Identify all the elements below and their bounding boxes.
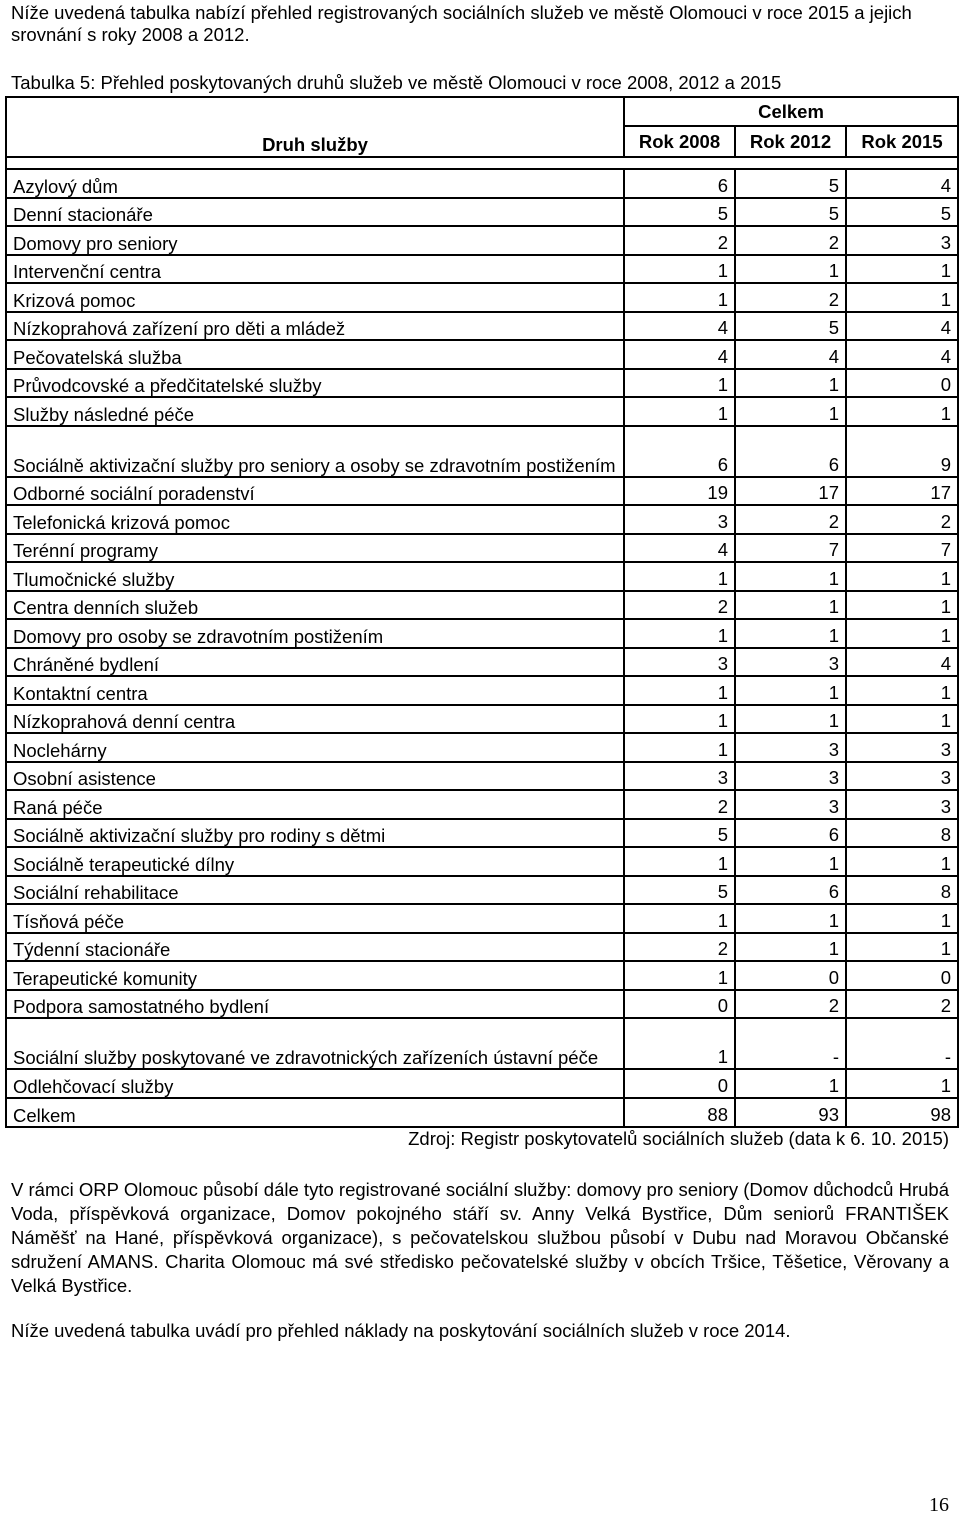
table-row bbox=[6, 477, 958, 506]
count-2015-cell: 1 bbox=[846, 676, 958, 705]
count-2015-cell: 0 bbox=[846, 961, 958, 990]
service-name-cell: Krizová pomoc bbox=[6, 283, 624, 312]
count-2012-cell: 5 bbox=[735, 312, 846, 341]
header-service-type: Druh služby bbox=[6, 97, 624, 157]
count-2015-cell: 5 bbox=[846, 198, 958, 227]
service-name-cell: Intervenční centra bbox=[6, 255, 624, 284]
count-2012-cell: 1 bbox=[735, 676, 846, 705]
count-2012-cell: 1 bbox=[735, 933, 846, 962]
table-row bbox=[6, 619, 958, 648]
count-2008-cell: 19 bbox=[624, 477, 735, 506]
count-2012-cell: 7 bbox=[735, 534, 846, 563]
table-row bbox=[6, 847, 958, 876]
count-2015-cell: 3 bbox=[846, 762, 958, 791]
table-spacer-row bbox=[6, 157, 958, 169]
count-2012-cell: 3 bbox=[735, 790, 846, 819]
count-2015-cell: 1 bbox=[846, 1069, 958, 1098]
count-2015-cell: 1 bbox=[846, 705, 958, 734]
table-row bbox=[6, 426, 958, 477]
count-2012-cell: 1 bbox=[735, 562, 846, 591]
count-2015-cell: 1 bbox=[846, 562, 958, 591]
service-name-cell: Telefonická krizová pomoc bbox=[6, 505, 624, 534]
service-name-cell: Nízkoprahová denní centra bbox=[6, 705, 624, 734]
count-2015-cell: 3 bbox=[846, 733, 958, 762]
service-name-cell: Tísňová péče bbox=[6, 904, 624, 933]
header-total-group: Celkem bbox=[624, 97, 958, 126]
count-2008-cell: 3 bbox=[624, 648, 735, 677]
table-row bbox=[6, 676, 958, 705]
count-2008-cell: 1 bbox=[624, 904, 735, 933]
count-2012-cell: 6 bbox=[735, 426, 846, 477]
count-2015-cell: 4 bbox=[846, 169, 958, 198]
table-row bbox=[6, 169, 958, 198]
count-2015-cell: 2 bbox=[846, 505, 958, 534]
table-row bbox=[6, 819, 958, 848]
table-caption: Tabulka 5: Přehled poskytovaných druhů služeb ve městě Olomouci v roce 2008, 2012 a 2015 bbox=[11, 72, 782, 93]
table-total-row bbox=[6, 1098, 958, 1127]
count-2012-cell: 17 bbox=[735, 477, 846, 506]
table-row bbox=[6, 933, 958, 962]
count-2015-cell: 0 bbox=[846, 369, 958, 398]
count-2012-cell: 5 bbox=[735, 169, 846, 198]
count-2008-cell: 1 bbox=[624, 369, 735, 398]
count-2012-cell: 1 bbox=[735, 591, 846, 620]
table-row bbox=[6, 226, 958, 255]
count-2015-cell: 17 bbox=[846, 477, 958, 506]
count-2012-cell: 1 bbox=[735, 705, 846, 734]
table-row bbox=[6, 591, 958, 620]
count-2008-cell: 1 bbox=[624, 847, 735, 876]
count-2012-cell: 93 bbox=[735, 1098, 846, 1127]
count-2008-cell: 2 bbox=[624, 933, 735, 962]
count-2015-cell: 1 bbox=[846, 397, 958, 426]
count-2008-cell: 6 bbox=[624, 169, 735, 198]
service-name-cell: Raná péče bbox=[6, 790, 624, 819]
count-2008-cell: 1 bbox=[624, 733, 735, 762]
table-row bbox=[6, 990, 958, 1019]
service-name-cell: Sociálně terapeutické dílny bbox=[6, 847, 624, 876]
count-2012-cell: 1 bbox=[735, 397, 846, 426]
table-row bbox=[6, 198, 958, 227]
body-paragraph: V rámci ORP Olomouc působí dále tyto registrované sociální služby: domovy pro seniory (Domov důchodců Hrubá Voda, příspěvková organizace, Domov pokojného stáří sv. Anny Velká Bystřice, Dům seniorů FRANTIŠEK Náměšť na Hané, příspěvková organizace), s pečovatelskou službou působí v Dubu nad Moravou Občanské sdružení AMANS. Charita Olomouc má své středisko pečovatelské služby v obcích Tršice, Těšetice, Věrovany a Velká Bystřice. bbox=[11, 1179, 949, 1296]
count-2008-cell: 4 bbox=[624, 312, 735, 341]
count-2008-cell: 5 bbox=[624, 876, 735, 905]
table-row bbox=[6, 705, 958, 734]
table-row bbox=[6, 733, 958, 762]
table-row bbox=[6, 876, 958, 905]
count-2008-cell: 5 bbox=[624, 198, 735, 227]
count-2008-cell: 1 bbox=[624, 961, 735, 990]
header-year-2008: Rok 2008 bbox=[624, 126, 735, 157]
service-name-cell: Služby následné péče bbox=[6, 397, 624, 426]
count-2015-cell: 1 bbox=[846, 904, 958, 933]
count-2012-cell: 1 bbox=[735, 255, 846, 284]
count-2008-cell: 0 bbox=[624, 990, 735, 1019]
service-name-cell: Chráněné bydlení bbox=[6, 648, 624, 677]
service-name-cell: Sociálně aktivizační služby pro rodiny s dětmi bbox=[6, 819, 624, 848]
service-name-cell: Podpora samostatného bydlení bbox=[6, 990, 624, 1019]
count-2008-cell: 1 bbox=[624, 255, 735, 284]
table-row bbox=[6, 790, 958, 819]
table-row bbox=[6, 1069, 958, 1098]
count-2012-cell: 3 bbox=[735, 762, 846, 791]
count-2008-cell: 88 bbox=[624, 1098, 735, 1127]
count-2012-cell: 2 bbox=[735, 990, 846, 1019]
count-2015-cell: 4 bbox=[846, 648, 958, 677]
count-2012-cell: 2 bbox=[735, 283, 846, 312]
count-2012-cell: 2 bbox=[735, 505, 846, 534]
count-2008-cell: 2 bbox=[624, 226, 735, 255]
service-name-cell: Celkem bbox=[6, 1098, 624, 1127]
service-name-cell: Osobní asistence bbox=[6, 762, 624, 791]
count-2015-cell: 8 bbox=[846, 819, 958, 848]
service-name-cell: Sociálně aktivizační služby pro seniory a osoby se zdravotním postižením bbox=[6, 426, 624, 477]
count-2012-cell: 4 bbox=[735, 340, 846, 369]
count-2008-cell: 1 bbox=[624, 619, 735, 648]
service-name-cell: Denní stacionáře bbox=[6, 198, 624, 227]
header-year-2015: Rok 2015 bbox=[846, 126, 958, 157]
count-2008-cell: 1 bbox=[624, 1018, 735, 1069]
table-row bbox=[6, 762, 958, 791]
service-name-cell: Týdenní stacionáře bbox=[6, 933, 624, 962]
count-2008-cell: 1 bbox=[624, 676, 735, 705]
count-2008-cell: 2 bbox=[624, 790, 735, 819]
count-2008-cell: 6 bbox=[624, 426, 735, 477]
count-2008-cell: 3 bbox=[624, 505, 735, 534]
table-row bbox=[6, 961, 958, 990]
service-name-cell: Domovy pro seniory bbox=[6, 226, 624, 255]
table-row bbox=[6, 1018, 958, 1069]
count-2012-cell: 2 bbox=[735, 226, 846, 255]
count-2012-cell: 5 bbox=[735, 198, 846, 227]
count-2015-cell: 7 bbox=[846, 534, 958, 563]
count-2008-cell: 2 bbox=[624, 591, 735, 620]
service-name-cell: Noclehárny bbox=[6, 733, 624, 762]
service-name-cell: Terénní programy bbox=[6, 534, 624, 563]
service-name-cell: Odlehčovací služby bbox=[6, 1069, 624, 1098]
count-2008-cell: 5 bbox=[624, 819, 735, 848]
count-2008-cell: 3 bbox=[624, 762, 735, 791]
table-row bbox=[6, 904, 958, 933]
service-name-cell: Kontaktní centra bbox=[6, 676, 624, 705]
count-2015-cell: 2 bbox=[846, 990, 958, 1019]
table-row bbox=[6, 534, 958, 563]
next-table-intro: Níže uvedená tabulka uvádí pro přehled náklady na poskytování sociálních služeb v roce 2014. bbox=[11, 1320, 791, 1341]
services-table bbox=[5, 96, 959, 1128]
service-name-cell: Sociální služby poskytované ve zdravotnických zařízeních ústavní péče bbox=[6, 1018, 624, 1069]
intro-text: Níže uvedená tabulka nabízí přehled registrovaných sociálních služeb ve městě Olomouci v roce 2015 a jejich srovnání s roky 2008 a 2012. bbox=[11, 2, 912, 45]
table-row bbox=[6, 397, 958, 426]
count-2012-cell: 3 bbox=[735, 648, 846, 677]
count-2008-cell: 1 bbox=[624, 283, 735, 312]
count-2008-cell: 0 bbox=[624, 1069, 735, 1098]
count-2015-cell: 4 bbox=[846, 340, 958, 369]
service-name-cell: Nízkoprahová zařízení pro děti a mládež bbox=[6, 312, 624, 341]
count-2015-cell: - bbox=[846, 1018, 958, 1069]
count-2015-cell: 3 bbox=[846, 226, 958, 255]
count-2015-cell: 1 bbox=[846, 933, 958, 962]
count-2012-cell: 1 bbox=[735, 369, 846, 398]
table-row bbox=[6, 369, 958, 398]
count-2012-cell: - bbox=[735, 1018, 846, 1069]
count-2008-cell: 4 bbox=[624, 534, 735, 563]
table-row bbox=[6, 505, 958, 534]
service-name-cell: Domovy pro osoby se zdravotním postižením bbox=[6, 619, 624, 648]
header-year-2012: Rok 2012 bbox=[735, 126, 846, 157]
table-row bbox=[6, 648, 958, 677]
count-2012-cell: 1 bbox=[735, 847, 846, 876]
count-2015-cell: 1 bbox=[846, 847, 958, 876]
source-note: Zdroj: Registr poskytovatelů sociálních služeb (data k 6. 10. 2015) bbox=[408, 1128, 949, 1149]
count-2015-cell: 4 bbox=[846, 312, 958, 341]
service-name-cell: Průvodcovské a předčitatelské služby bbox=[6, 369, 624, 398]
service-name-cell: Odborné sociální poradenství bbox=[6, 477, 624, 506]
count-2012-cell: 6 bbox=[735, 819, 846, 848]
table-row bbox=[6, 255, 958, 284]
count-2012-cell: 1 bbox=[735, 1069, 846, 1098]
count-2012-cell: 1 bbox=[735, 904, 846, 933]
count-2015-cell: 8 bbox=[846, 876, 958, 905]
count-2008-cell: 1 bbox=[624, 705, 735, 734]
count-2012-cell: 6 bbox=[735, 876, 846, 905]
service-name-cell: Sociální rehabilitace bbox=[6, 876, 624, 905]
count-2015-cell: 3 bbox=[846, 790, 958, 819]
count-2015-cell: 1 bbox=[846, 255, 958, 284]
count-2012-cell: 0 bbox=[735, 961, 846, 990]
service-name-cell: Tlumočnické služby bbox=[6, 562, 624, 591]
page-number: 16 bbox=[929, 1494, 949, 1516]
table-row bbox=[6, 312, 958, 341]
count-2008-cell: 1 bbox=[624, 397, 735, 426]
count-2012-cell: 1 bbox=[735, 619, 846, 648]
count-2015-cell: 1 bbox=[846, 591, 958, 620]
service-name-cell: Terapeutické komunity bbox=[6, 961, 624, 990]
table-row bbox=[6, 562, 958, 591]
service-name-cell: Centra denních služeb bbox=[6, 591, 624, 620]
count-2015-cell: 9 bbox=[846, 426, 958, 477]
table-row bbox=[6, 283, 958, 312]
count-2015-cell: 1 bbox=[846, 619, 958, 648]
count-2012-cell: 3 bbox=[735, 733, 846, 762]
count-2008-cell: 4 bbox=[624, 340, 735, 369]
count-2008-cell: 1 bbox=[624, 562, 735, 591]
count-2015-cell: 1 bbox=[846, 283, 958, 312]
table-row bbox=[6, 340, 958, 369]
service-name-cell: Azylový dům bbox=[6, 169, 624, 198]
count-2015-cell: 98 bbox=[846, 1098, 958, 1127]
service-name-cell: Pečovatelská služba bbox=[6, 340, 624, 369]
